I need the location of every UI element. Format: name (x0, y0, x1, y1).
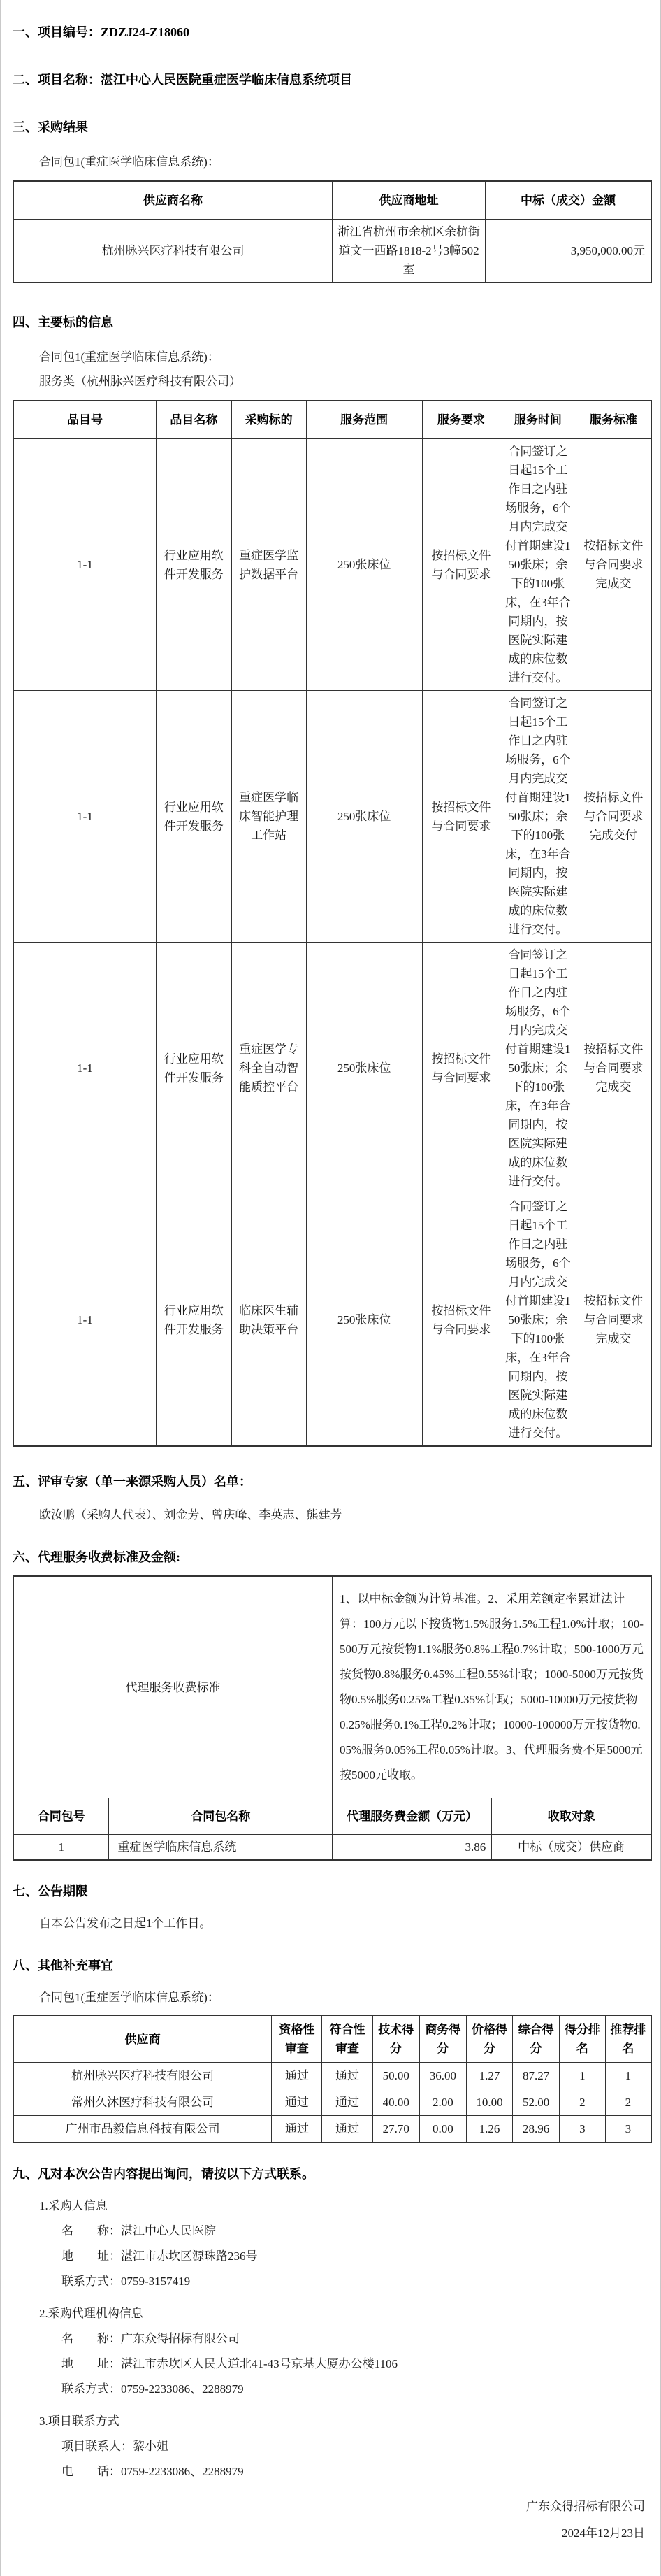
recommend-rank-cell: 1 (605, 2063, 651, 2089)
main-table-row-3 (13, 943, 651, 1194)
col-total-score: 综合得分 (513, 2015, 560, 2063)
total-score-cell: 87.27 (513, 2063, 560, 2089)
score-table-header-row (13, 2015, 651, 2063)
service-standard-cell: 按招标文件与合同要求完成交 (576, 439, 651, 691)
result-col-supplier-name: 供应商名称 (13, 181, 333, 220)
supplier-name-cell: 杭州脉兴医疗科技有限公司 (13, 220, 333, 283)
col-conformity-review: 符合性审查 (322, 2015, 372, 2063)
col-package-number: 合同包号 (13, 1798, 109, 1835)
col-score-rank: 得分排名 (559, 2015, 605, 2063)
service-class-line: 服务类（杭州脉兴医疗科技有限公司） (39, 375, 241, 388)
buyer-name-value: 湛江中心人民医院 (121, 2224, 216, 2238)
col-technical-score: 技术得分 (372, 2015, 420, 2063)
supplier-cell: 常州久沐医疗科技有限公司 (13, 2089, 272, 2116)
service-requirement-cell: 按招标文件与合同要求 (422, 691, 500, 943)
fee-standard-text: 1、以中标金额为计算基准。2、采用差额定率累进法计算：100万元以下按货物1.5%服务1.5%工程1.0%计取；100-500万元按货物1.1%服务0.8%工程0.7%计取；500-1000万元按货物0.8%服务0.45%工程0.55%计取；1000-5000万元按货物0.5%服务0.25%工程0.35%计取；5000-10000万元按货物0.25%服务0.1%工程0.2%计取；10000-100000万元按货物0.05%服务0.05%工程0.05%计取。3、代理服务费不足5000元按5000元收取。 (332, 1576, 651, 1798)
technical-score-cell: 50.00 (372, 2063, 420, 2089)
col-price-score: 价格得分 (466, 2015, 513, 2063)
main-table-row-2 (13, 691, 651, 943)
service-requirement-cell: 按招标文件与合同要求 (422, 943, 500, 1194)
fee-table-data-row (13, 1835, 651, 1861)
package-label-subject: 合同包1(重症医学临床信息系统)： (39, 350, 219, 364)
item-number-cell: 1-1 (13, 439, 157, 691)
score-rank-cell: 2 (559, 2089, 605, 2116)
package-label-supplement: 合同包1(重症医学临床信息系统)： (39, 1991, 219, 2004)
procurement-target-cell: 重症医学临床智能护理工作站 (231, 691, 306, 943)
item-name-cell: 行业应用软件开发服务 (157, 439, 232, 691)
price-score-cell: 10.00 (466, 2089, 513, 2116)
qualification-cell: 通过 (272, 2116, 322, 2143)
service-time-cell: 合同签订之日起15个工作日之内驻场服务，6个月内完成交付首期建设150张床；余下的100张床，在3年合同期内，按医院实际建成的床位数进行交付。 (500, 1194, 576, 1447)
agent-address-label: 地 址： (61, 2357, 121, 2370)
service-standard-cell: 按招标文件与合同要求完成交 (576, 1194, 651, 1447)
fee-standard-row (13, 1576, 651, 1798)
recommend-rank-cell: 3 (605, 2116, 651, 2143)
project-person-line (61, 2438, 652, 2455)
agency-fee-table (13, 1575, 652, 1861)
package-number-cell: 1 (13, 1835, 109, 1861)
project-phone-value: 0759-2233086、2288979 (121, 2465, 244, 2478)
experts-list: 欧汝鹏（采购人代表）、刘金芳、曾庆峰、李英志、熊建芳 (39, 1508, 342, 1522)
award-amount-cell: 3,950,000.00元 (486, 220, 651, 283)
item-name-cell: 行业应用软件开发服务 (157, 943, 232, 1194)
business-score-cell: 0.00 (420, 2116, 467, 2143)
fee-table-header-row (13, 1798, 651, 1835)
col-package-name: 合同包名称 (109, 1798, 333, 1835)
service-time-cell: 合同签订之日起15个工作日之内驻场服务，6个月内完成交付首期建设150张床；余下的100张床，在3年合同期内，按医院实际建成的床位数进行交付。 (500, 439, 576, 691)
buyer-contact-value: 0759-3157419 (121, 2275, 191, 2288)
section-other-supplement: 八、其他补充事宜 (13, 1959, 113, 1973)
agent-name-value: 广东众得招标有限公司 (121, 2332, 240, 2345)
procurement-target-cell: 重症医学监护数据平台 (231, 439, 306, 691)
main-table-row-1 (13, 439, 651, 691)
agent-info-title: 2.采购代理机构信息 (39, 2307, 143, 2320)
agent-address-value: 湛江市赤坎区人民大道北41-43号京基大厦办公楼1106 (121, 2357, 398, 2370)
business-score-cell: 36.00 (420, 2063, 467, 2089)
project-phone-label: 电 话： (61, 2465, 121, 2478)
buyer-contact-label: 联系方式： (61, 2275, 121, 2288)
service-scope-cell: 250张床位 (306, 943, 422, 1194)
result-col-award-amount: 中标（成交）金额 (486, 181, 651, 220)
score-rank-cell: 3 (559, 2116, 605, 2143)
col-qualification-review: 资格性审查 (272, 2015, 322, 2063)
supplier-cell: 杭州脉兴医疗科技有限公司 (13, 2063, 272, 2089)
service-standard-cell: 按招标文件与合同要求完成交付 (576, 691, 651, 943)
fee-payer-cell: 中标（成交）供应商 (492, 1835, 651, 1861)
service-scope-cell: 250张床位 (306, 1194, 422, 1447)
technical-score-cell: 27.70 (372, 2116, 420, 2143)
score-table-row-1 (13, 2063, 651, 2089)
item-name-cell: 行业应用软件开发服务 (157, 691, 232, 943)
service-time-cell: 合同签订之日起15个工作日之内驻场服务，6个月内完成交付首期建设150张床；余下的100张床，在3年合同期内，按医院实际建成的床位数进行交付。 (500, 943, 576, 1194)
col-item-number: 品目号 (13, 401, 157, 439)
agent-contact-label: 联系方式： (61, 2382, 121, 2396)
item-name-cell: 行业应用软件开发服务 (157, 1194, 232, 1447)
agent-contact-line (61, 2381, 652, 2398)
result-table-row (13, 220, 651, 283)
item-number-cell: 1-1 (13, 691, 157, 943)
signature-block (13, 2498, 652, 2542)
agent-address-line (61, 2356, 652, 2373)
service-scope-cell: 250张床位 (306, 439, 422, 691)
section-announcement-period: 七、公告期限 (13, 1884, 88, 1898)
buyer-contact-line (61, 2273, 652, 2290)
price-score-cell: 1.27 (466, 2063, 513, 2089)
agent-info-block (13, 2305, 652, 2398)
supplier-score-table (13, 2015, 652, 2143)
agent-name-label: 名 称： (61, 2332, 121, 2345)
procurement-target-cell: 临床医生辅助决策平台 (231, 1194, 306, 1447)
result-table-header-row (13, 181, 651, 220)
conformity-cell: 通过 (322, 2116, 372, 2143)
conformity-cell: 通过 (322, 2089, 372, 2116)
announcement-period-text: 自本公告发布之日起1个工作日。 (39, 1917, 212, 1930)
package-name-cell: 重症医学临床信息系统 (109, 1835, 333, 1861)
section-project-number: 一、项目编号：ZDZJ24-Z18060 (13, 25, 190, 39)
agent-name-line (61, 2331, 652, 2347)
score-rank-cell: 1 (559, 2063, 605, 2089)
buyer-info-title: 1.采购人信息 (39, 2199, 108, 2212)
technical-score-cell: 40.00 (372, 2089, 420, 2116)
package-label-result: 合同包1(重症医学临床信息系统)： (39, 155, 219, 169)
project-person-value: 黎小姐 (133, 2440, 168, 2453)
col-service-scope: 服务范围 (306, 401, 422, 439)
main-table-row-4 (13, 1194, 651, 1447)
col-procurement-target: 采购标的 (231, 401, 306, 439)
main-table-header-row (13, 401, 651, 439)
fee-amount-cell: 3.86 (332, 1835, 491, 1861)
buyer-name-label: 名 称： (61, 2224, 121, 2238)
total-score-cell: 52.00 (513, 2089, 560, 2116)
result-table (13, 180, 652, 283)
total-score-cell: 28.96 (513, 2116, 560, 2143)
service-scope-cell: 250张床位 (306, 691, 422, 943)
section-project-name: 二、项目名称：湛江中心人民医院重症医学临床信息系统项目 (13, 73, 352, 87)
col-fee-payer: 收取对象 (492, 1798, 651, 1835)
procurement-target-cell: 重症医学专科全自动智能质控平台 (231, 943, 306, 1194)
section-main-subject-info: 四、主要标的信息 (13, 315, 113, 329)
buyer-name-line (61, 2223, 652, 2240)
service-requirement-cell: 按招标文件与合同要求 (422, 439, 500, 691)
project-person-label: 项目联系人： (61, 2440, 133, 2453)
recommend-rank-cell: 2 (605, 2089, 651, 2116)
col-service-requirement: 服务要求 (422, 401, 500, 439)
supplier-address-cell: 浙江省杭州市余杭区余杭街道文一西路1818-2号3幢502室 (333, 220, 486, 283)
price-score-cell: 1.26 (466, 2116, 513, 2143)
col-item-name: 品目名称 (157, 401, 232, 439)
section-contact-info: 九、凡对本次公告内容提出询问，请按以下方式联系。 (13, 2167, 314, 2181)
item-number-cell: 1-1 (13, 943, 157, 1194)
service-requirement-cell: 按招标文件与合同要求 (422, 1194, 500, 1447)
project-phone-line (61, 2463, 652, 2480)
service-standard-cell: 按招标文件与合同要求完成交 (576, 943, 651, 1194)
col-service-standard: 服务标准 (576, 401, 651, 439)
business-score-cell: 2.00 (420, 2089, 467, 2116)
item-number-cell: 1-1 (13, 1194, 157, 1447)
agent-contact-value: 0759-2233086、2288979 (121, 2382, 244, 2396)
signature-company: 广东众得招标有限公司 (526, 2500, 645, 2513)
col-recommend-rank: 推荐排名 (605, 2015, 651, 2063)
conformity-cell: 通过 (322, 2063, 372, 2089)
fee-standard-label: 代理服务收费标准 (13, 1576, 332, 1798)
service-time-cell: 合同签订之日起15个工作日之内驻场服务，6个月内完成交付首期建设150张床；余下的100张床，在3年合同期内，按医院实际建成的床位数进行交付。 (500, 691, 576, 943)
buyer-address-value: 湛江市赤坎区源珠路236号 (121, 2249, 258, 2263)
col-fee-amount: 代理服务费金额（万元） (332, 1798, 491, 1835)
score-table-row-3 (13, 2116, 651, 2143)
buyer-address-label: 地 址： (61, 2249, 121, 2263)
qualification-cell: 通过 (272, 2089, 322, 2116)
col-business-score: 商务得分 (420, 2015, 467, 2063)
buyer-info-block (13, 2198, 652, 2290)
project-contact-title: 3.项目联系方式 (39, 2414, 119, 2428)
supplier-cell: 广州市品毅信息科技有限公司 (13, 2116, 272, 2143)
col-service-time: 服务时间 (500, 401, 576, 439)
section-experts: 五、评审专家（单一来源采购人员）名单： (13, 1475, 252, 1489)
qualification-cell: 通过 (272, 2063, 322, 2089)
signature-date: 2024年12月23日 (562, 2526, 645, 2540)
result-col-supplier-address: 供应商地址 (333, 181, 486, 220)
main-subject-table (13, 400, 652, 1447)
score-table-row-2 (13, 2089, 651, 2116)
buyer-address-line (61, 2248, 652, 2265)
col-supplier: 供应商 (13, 2015, 272, 2063)
section-procurement-result: 三、采购结果 (13, 120, 88, 134)
section-agency-fee: 六、代理服务收费标准及金额: (13, 1550, 180, 1564)
project-contact-block (13, 2413, 652, 2480)
